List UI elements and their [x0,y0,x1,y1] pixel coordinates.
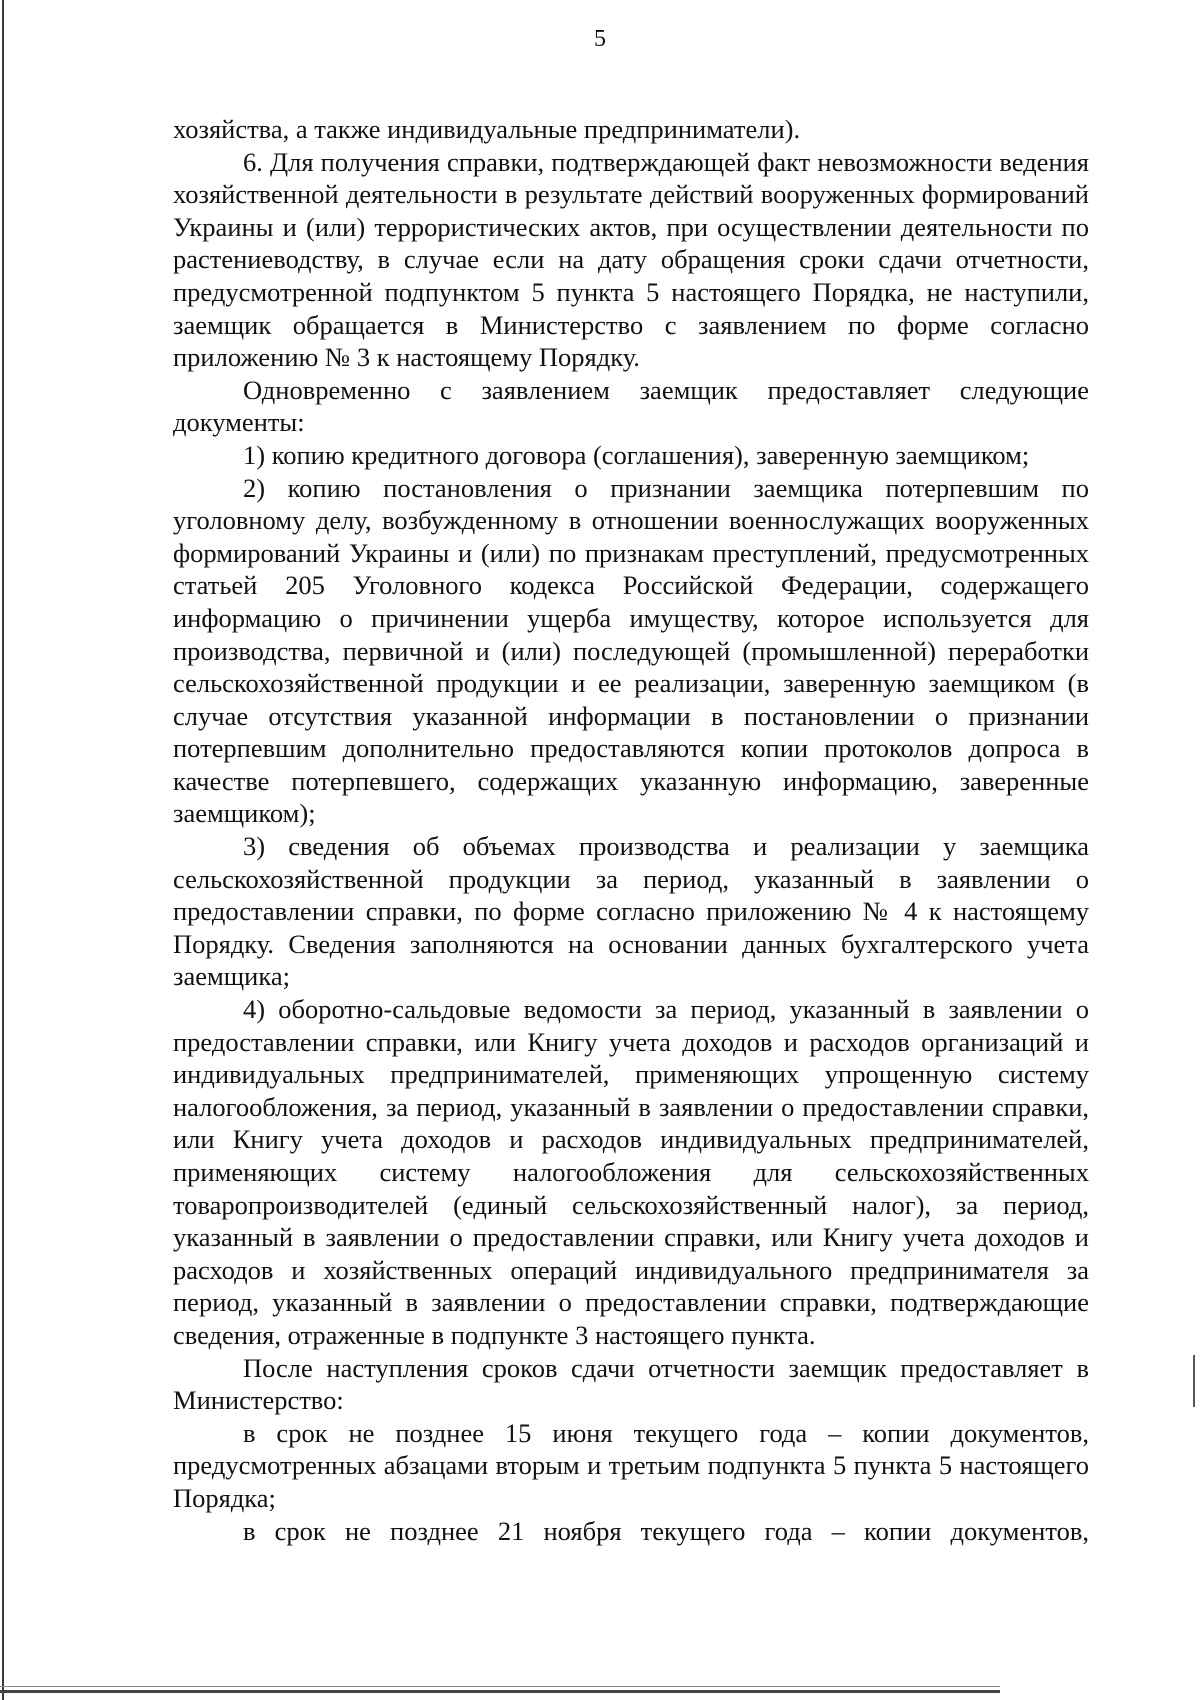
scan-edge-bottom [0,1690,1000,1693]
paragraph-subitem-3: 3) сведения об объемах производства и реализации у заемщика сельскохозяйственной продукции за период, указанный в заявлении о предоставлении справки, по форме согласно приложению № 4 к настоящему Порядку. Сведения заполняются на основании данных бухгалтерского учета заемщика; [173,831,1089,992]
paragraph-documents-intro: Одновременно с заявлением заемщик предоставляет следующие документы: [173,374,1089,438]
scan-edge-left [2,0,4,1700]
paragraph-subitem-4: 4) оборотно-сальдовые ведомости за период, указанный в заявлении о предоставлении справки, или Книгу учета доходов и расходов организаций и индивидуальных предпринимателей, применяющих упрощенную систему налогообложения, за период, указанный в заявлении о предоставлении справки, или Книгу учета доходов и расходов индивидуальных предпринимателей, применяющих систему налогообложения для сельскохозяйственных товаропроизводителей (единый сельскохозяйственный налог), за период, указанный в заявлении о предоставлении справки, или Книгу учета доходов и расходов и хозяйственных операций индивидуального предпринимателя за период, указанный в заявлении о предоставлении справки, подтверждающие сведения, отраженные в подпункте 3 настоящего пункта. [173,994,1089,1350]
paragraph-deadline-november: в срок не позднее 21 ноября текущего года – копии документов, [243,1515,1089,1546]
paragraph-subitem-1: 1) копию кредитного договора (соглашения), заверенную заемщиком; [243,439,1030,470]
scan-edge-bottom-thin [0,1686,1000,1687]
paragraph-subitem-2: 2) копию постановления о признании заемщика потерпевшим по уголовному делу, возбужденному в отношении военнослужащих вооруженных формирований Украины и (или) по признакам преступлений, предусмотренных статьей 205 Уголовного кодекса Российской Федерации, содержащего информацию о причинении ущерба имуществу, которое используется для производства, первичной и (или) последующей (промышленной) переработки сельскохозяйственной продукции и ее реализации, заверенную заемщиком (в случае отсутствия указанной информации в постановлении о признании потерпевшим дополнительно предоставляются копии протоколов допроса в качестве потерпевшего, содержащих указанную информацию, заверенные заемщиком); [173,472,1089,829]
paragraph-after-deadline: После наступления сроков сдачи отчетности заемщик предоставляет в Министерство: [173,1352,1089,1416]
page-number: 5 [594,26,606,52]
paragraph-continuation: хозяйства, а также индивидуальные предприниматели). [173,114,801,144]
paragraph-item-6: 6. Для получения справки, подтверждающей факт невозможности ведения хозяйственной деятельности в результате действий вооруженных формирований Украины и (или) террористических актов, при осуществлении деятельности по растениеводству, в случае если на дату обращения сроки сдачи отчетности, предусмотренной подпунктом 5 пункта 5 настоящего Порядка, не наступили, заемщик обращается в Министерство с заявлением по форме согласно приложению № 3 к настоящему Порядку. [173,146,1089,373]
document-body [173,113,1089,1547]
scan-mark-right [1193,1355,1195,1407]
paragraph-deadline-june: в срок не позднее 15 июня текущего года – копии документов, предусмотренных абзацами вторым и третьим подпункта 5 пункта 5 настоящего Порядка; [173,1417,1089,1513]
